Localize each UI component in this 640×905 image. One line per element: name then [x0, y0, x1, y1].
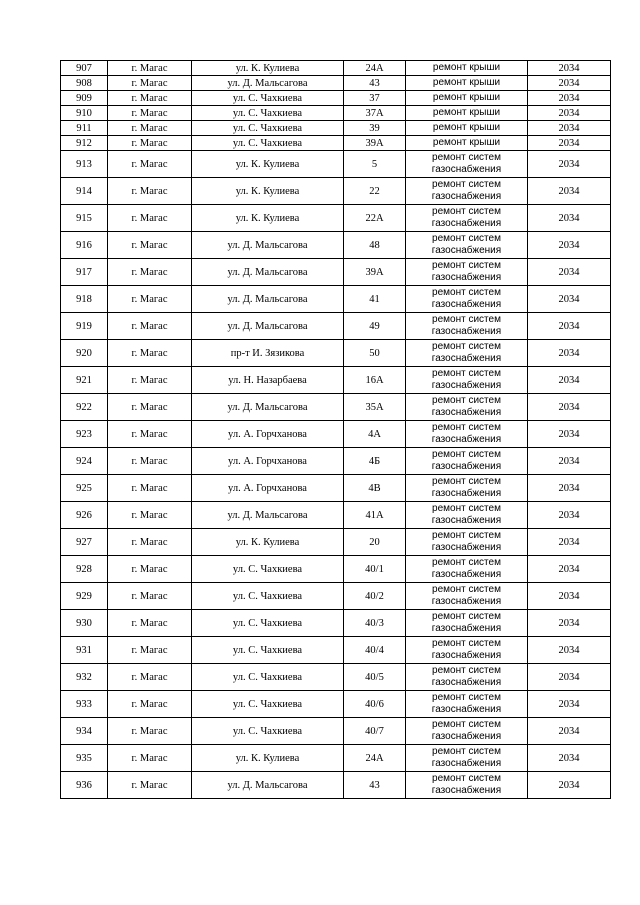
- year-cell: 2034: [528, 259, 611, 286]
- table-row: [61, 178, 611, 205]
- table-row: [61, 529, 611, 556]
- table-row: [61, 91, 611, 106]
- street-cell: ул. С. Чахкиева: [192, 718, 344, 745]
- table-row: [61, 259, 611, 286]
- street-cell: ул. Д. Мальсагова: [192, 313, 344, 340]
- work-type-cell: ремонт систем газоснабжения: [406, 448, 528, 475]
- work-type-cell: ремонт систем газоснабжения: [406, 340, 528, 367]
- work-type-cell: ремонт систем газоснабжения: [406, 286, 528, 313]
- city-cell: г. Магас: [108, 232, 192, 259]
- house-number-cell: 49: [344, 313, 406, 340]
- row-number: 922: [61, 394, 108, 421]
- row-number: 915: [61, 205, 108, 232]
- house-number-cell: 24А: [344, 61, 406, 76]
- table-row: [61, 61, 611, 76]
- year-cell: 2034: [528, 76, 611, 91]
- row-number: 919: [61, 313, 108, 340]
- street-cell: ул. Д. Мальсагова: [192, 772, 344, 799]
- house-number-cell: 40/3: [344, 610, 406, 637]
- row-number: 921: [61, 367, 108, 394]
- work-type-cell: ремонт систем газоснабжения: [406, 637, 528, 664]
- table-row: [61, 106, 611, 121]
- house-number-cell: 43: [344, 76, 406, 91]
- year-cell: 2034: [528, 313, 611, 340]
- year-cell: 2034: [528, 502, 611, 529]
- work-type-cell: ремонт систем газоснабжения: [406, 475, 528, 502]
- row-number: 928: [61, 556, 108, 583]
- work-type-cell: ремонт систем газоснабжения: [406, 664, 528, 691]
- street-cell: ул. Н. Назарбаева: [192, 367, 344, 394]
- work-type-cell: ремонт систем газоснабжения: [406, 502, 528, 529]
- street-cell: ул. К. Кулиева: [192, 61, 344, 76]
- city-cell: г. Магас: [108, 286, 192, 313]
- city-cell: г. Магас: [108, 718, 192, 745]
- row-number: 912: [61, 136, 108, 151]
- table-row: [61, 637, 611, 664]
- year-cell: 2034: [528, 106, 611, 121]
- row-number: 913: [61, 151, 108, 178]
- city-cell: г. Магас: [108, 136, 192, 151]
- table-row: [61, 286, 611, 313]
- work-type-cell: ремонт систем газоснабжения: [406, 313, 528, 340]
- city-cell: г. Магас: [108, 556, 192, 583]
- row-number: 933: [61, 691, 108, 718]
- row-number: 924: [61, 448, 108, 475]
- year-cell: 2034: [528, 61, 611, 76]
- table-row: [61, 502, 611, 529]
- year-cell: 2034: [528, 286, 611, 313]
- year-cell: 2034: [528, 91, 611, 106]
- row-number: 920: [61, 340, 108, 367]
- city-cell: г. Магас: [108, 178, 192, 205]
- repair-schedule-table: [60, 60, 611, 799]
- city-cell: г. Магас: [108, 367, 192, 394]
- house-number-cell: 40/5: [344, 664, 406, 691]
- city-cell: г. Магас: [108, 121, 192, 136]
- year-cell: 2034: [528, 718, 611, 745]
- year-cell: 2034: [528, 121, 611, 136]
- street-cell: ул. С. Чахкиева: [192, 664, 344, 691]
- table-row: [61, 76, 611, 91]
- work-type-cell: ремонт систем газоснабжения: [406, 610, 528, 637]
- house-number-cell: 41: [344, 286, 406, 313]
- city-cell: г. Магас: [108, 691, 192, 718]
- work-type-cell: ремонт систем газоснабжения: [406, 232, 528, 259]
- table-row: [61, 448, 611, 475]
- row-number: 909: [61, 91, 108, 106]
- work-type-cell: ремонт систем газоснабжения: [406, 691, 528, 718]
- row-number: 916: [61, 232, 108, 259]
- street-cell: ул. С. Чахкиева: [192, 136, 344, 151]
- work-type-cell: ремонт систем газоснабжения: [406, 259, 528, 286]
- row-number: 929: [61, 583, 108, 610]
- street-cell: ул. К. Кулиева: [192, 205, 344, 232]
- row-number: 926: [61, 502, 108, 529]
- year-cell: 2034: [528, 637, 611, 664]
- work-type-cell: ремонт систем газоснабжения: [406, 367, 528, 394]
- row-number: 925: [61, 475, 108, 502]
- street-cell: ул. С. Чахкиева: [192, 610, 344, 637]
- row-number: 907: [61, 61, 108, 76]
- city-cell: г. Магас: [108, 151, 192, 178]
- city-cell: г. Магас: [108, 394, 192, 421]
- work-type-cell: ремонт крыши: [406, 136, 528, 151]
- city-cell: г. Магас: [108, 313, 192, 340]
- street-cell: ул. К. Кулиева: [192, 529, 344, 556]
- year-cell: 2034: [528, 421, 611, 448]
- work-type-cell: ремонт систем газоснабжения: [406, 556, 528, 583]
- year-cell: 2034: [528, 745, 611, 772]
- street-cell: ул. С. Чахкиева: [192, 106, 344, 121]
- house-number-cell: 37А: [344, 106, 406, 121]
- year-cell: 2034: [528, 340, 611, 367]
- street-cell: ул. Д. Мальсагова: [192, 394, 344, 421]
- year-cell: 2034: [528, 556, 611, 583]
- work-type-cell: ремонт систем газоснабжения: [406, 772, 528, 799]
- house-number-cell: 4Б: [344, 448, 406, 475]
- table-row: [61, 772, 611, 799]
- house-number-cell: 37: [344, 91, 406, 106]
- row-number: 934: [61, 718, 108, 745]
- table-row: [61, 583, 611, 610]
- city-cell: г. Магас: [108, 61, 192, 76]
- row-number: 911: [61, 121, 108, 136]
- table-row: [61, 313, 611, 340]
- year-cell: 2034: [528, 367, 611, 394]
- table-row: [61, 340, 611, 367]
- year-cell: 2034: [528, 583, 611, 610]
- street-cell: ул. К. Кулиева: [192, 151, 344, 178]
- street-cell: ул. К. Кулиева: [192, 745, 344, 772]
- house-number-cell: 48: [344, 232, 406, 259]
- row-number: 918: [61, 286, 108, 313]
- work-type-cell: ремонт крыши: [406, 121, 528, 136]
- row-number: 917: [61, 259, 108, 286]
- city-cell: г. Магас: [108, 340, 192, 367]
- city-cell: г. Магас: [108, 259, 192, 286]
- street-cell: ул. С. Чахкиева: [192, 91, 344, 106]
- street-cell: ул. А. Горчханова: [192, 448, 344, 475]
- house-number-cell: 39: [344, 121, 406, 136]
- house-number-cell: 20: [344, 529, 406, 556]
- street-cell: ул. Д. Мальсагова: [192, 232, 344, 259]
- year-cell: 2034: [528, 136, 611, 151]
- city-cell: г. Магас: [108, 448, 192, 475]
- row-number: 923: [61, 421, 108, 448]
- work-type-cell: ремонт систем газоснабжения: [406, 205, 528, 232]
- house-number-cell: 4А: [344, 421, 406, 448]
- table-row: [61, 556, 611, 583]
- year-cell: 2034: [528, 610, 611, 637]
- house-number-cell: 39А: [344, 136, 406, 151]
- table-row: [61, 394, 611, 421]
- street-cell: ул. А. Горчханова: [192, 475, 344, 502]
- row-number: 910: [61, 106, 108, 121]
- table-row: [61, 121, 611, 136]
- year-cell: 2034: [528, 205, 611, 232]
- year-cell: 2034: [528, 232, 611, 259]
- city-cell: г. Магас: [108, 106, 192, 121]
- row-number: 932: [61, 664, 108, 691]
- street-cell: ул. С. Чахкиева: [192, 121, 344, 136]
- city-cell: г. Магас: [108, 475, 192, 502]
- house-number-cell: 22А: [344, 205, 406, 232]
- year-cell: 2034: [528, 178, 611, 205]
- house-number-cell: 40/7: [344, 718, 406, 745]
- row-number: 927: [61, 529, 108, 556]
- house-number-cell: 24А: [344, 745, 406, 772]
- row-number: 935: [61, 745, 108, 772]
- street-cell: ул. С. Чахкиева: [192, 556, 344, 583]
- table-row: [61, 664, 611, 691]
- city-cell: г. Магас: [108, 91, 192, 106]
- house-number-cell: 16А: [344, 367, 406, 394]
- work-type-cell: ремонт систем газоснабжения: [406, 394, 528, 421]
- work-type-cell: ремонт систем газоснабжения: [406, 421, 528, 448]
- work-type-cell: ремонт крыши: [406, 61, 528, 76]
- year-cell: 2034: [528, 394, 611, 421]
- house-number-cell: 39А: [344, 259, 406, 286]
- street-cell: ул. С. Чахкиева: [192, 637, 344, 664]
- table-row: [61, 691, 611, 718]
- work-type-cell: ремонт систем газоснабжения: [406, 583, 528, 610]
- work-type-cell: ремонт систем газоснабжения: [406, 151, 528, 178]
- table-row: [61, 232, 611, 259]
- year-cell: 2034: [528, 475, 611, 502]
- street-cell: пр-т И. Зязикова: [192, 340, 344, 367]
- row-number: 931: [61, 637, 108, 664]
- work-type-cell: ремонт систем газоснабжения: [406, 718, 528, 745]
- row-number: 914: [61, 178, 108, 205]
- work-type-cell: ремонт крыши: [406, 91, 528, 106]
- table-row: [61, 151, 611, 178]
- street-cell: ул. Д. Мальсагова: [192, 286, 344, 313]
- house-number-cell: 40/4: [344, 637, 406, 664]
- house-number-cell: 50: [344, 340, 406, 367]
- row-number: 908: [61, 76, 108, 91]
- work-type-cell: ремонт систем газоснабжения: [406, 529, 528, 556]
- city-cell: г. Магас: [108, 637, 192, 664]
- work-type-cell: ремонт систем газоснабжения: [406, 745, 528, 772]
- table-row: [61, 610, 611, 637]
- house-number-cell: 22: [344, 178, 406, 205]
- city-cell: г. Магас: [108, 610, 192, 637]
- city-cell: г. Магас: [108, 745, 192, 772]
- house-number-cell: 40/2: [344, 583, 406, 610]
- house-number-cell: 4В: [344, 475, 406, 502]
- city-cell: г. Магас: [108, 529, 192, 556]
- street-cell: ул. Д. Мальсагова: [192, 76, 344, 91]
- street-cell: ул. С. Чахкиева: [192, 583, 344, 610]
- street-cell: ул. С. Чахкиева: [192, 691, 344, 718]
- table-row: [61, 205, 611, 232]
- work-type-cell: ремонт систем газоснабжения: [406, 178, 528, 205]
- year-cell: 2034: [528, 664, 611, 691]
- work-type-cell: ремонт крыши: [406, 76, 528, 91]
- table-row: [61, 745, 611, 772]
- city-cell: г. Магас: [108, 772, 192, 799]
- house-number-cell: 40/1: [344, 556, 406, 583]
- table-row: [61, 367, 611, 394]
- table-row: [61, 421, 611, 448]
- year-cell: 2034: [528, 448, 611, 475]
- year-cell: 2034: [528, 691, 611, 718]
- city-cell: г. Магас: [108, 205, 192, 232]
- row-number: 930: [61, 610, 108, 637]
- house-number-cell: 41А: [344, 502, 406, 529]
- table-row: [61, 475, 611, 502]
- table-row: [61, 136, 611, 151]
- work-type-cell: ремонт крыши: [406, 106, 528, 121]
- street-cell: ул. К. Кулиева: [192, 178, 344, 205]
- house-number-cell: 35А: [344, 394, 406, 421]
- city-cell: г. Магас: [108, 76, 192, 91]
- year-cell: 2034: [528, 772, 611, 799]
- table-body: [61, 61, 611, 799]
- house-number-cell: 40/6: [344, 691, 406, 718]
- row-number: 936: [61, 772, 108, 799]
- city-cell: г. Магас: [108, 664, 192, 691]
- street-cell: ул. Д. Мальсагова: [192, 502, 344, 529]
- table-row: [61, 718, 611, 745]
- year-cell: 2034: [528, 529, 611, 556]
- street-cell: ул. Д. Мальсагова: [192, 259, 344, 286]
- house-number-cell: 5: [344, 151, 406, 178]
- house-number-cell: 43: [344, 772, 406, 799]
- city-cell: г. Магас: [108, 421, 192, 448]
- street-cell: ул. А. Горчханова: [192, 421, 344, 448]
- year-cell: 2034: [528, 151, 611, 178]
- city-cell: г. Магас: [108, 583, 192, 610]
- city-cell: г. Магас: [108, 502, 192, 529]
